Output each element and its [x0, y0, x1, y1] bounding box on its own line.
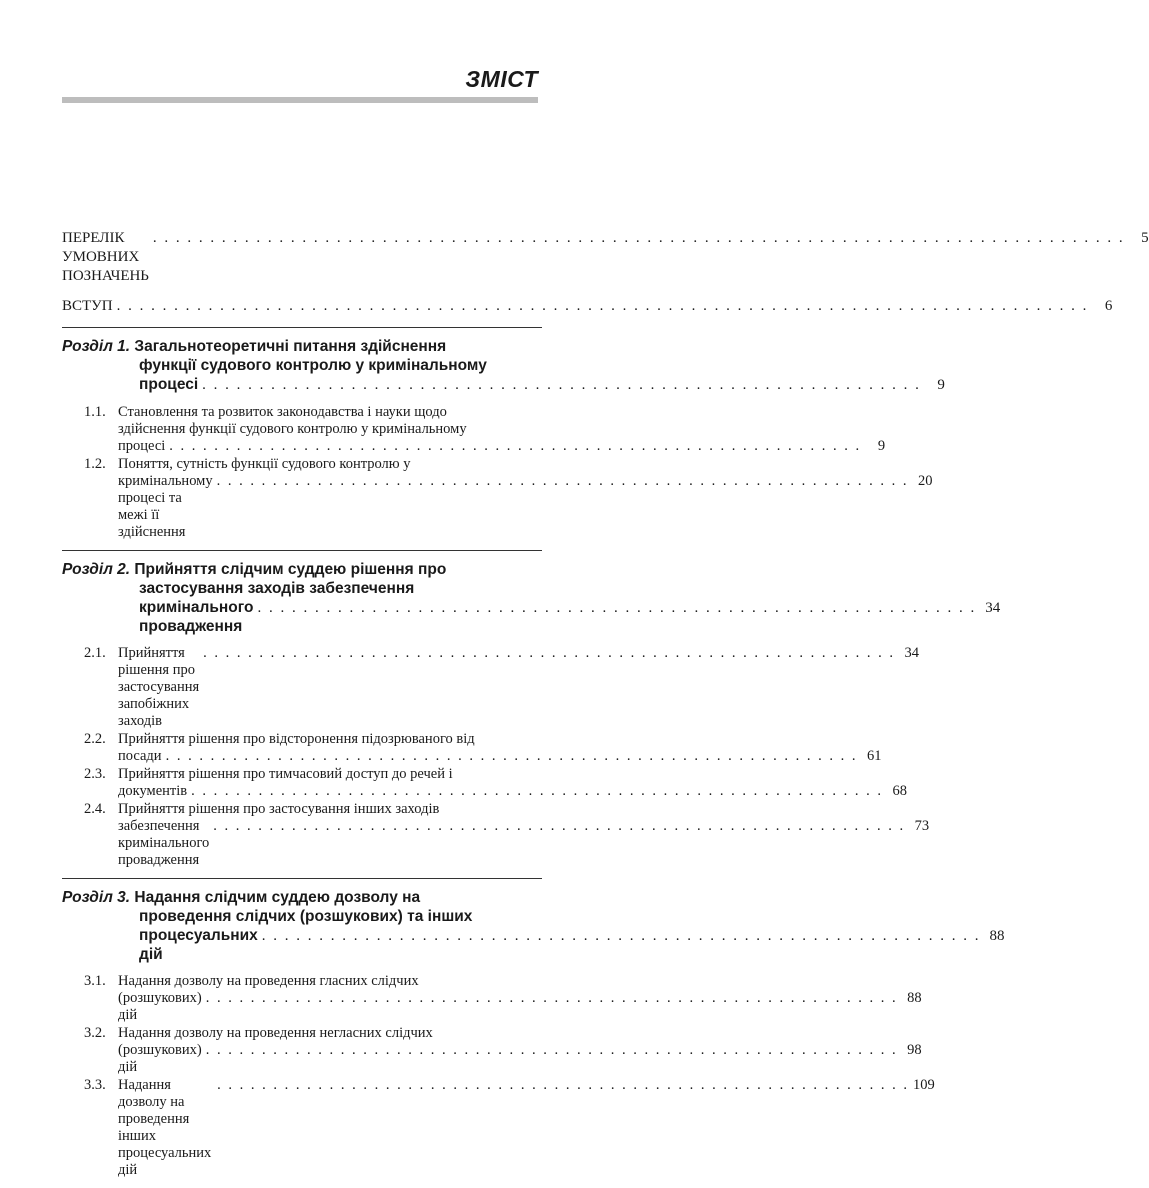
toc-subsections: [62, 404, 933, 541]
toc-page-number: 109: [912, 1077, 935, 1093]
subsection-number: 3.2.: [84, 1025, 106, 1041]
dot-leader: [166, 748, 858, 765]
dot-leader: [202, 376, 921, 395]
dot-leader: [169, 438, 861, 455]
subsection-title-last-line: [118, 438, 885, 455]
toc-page-number: 34: [985, 600, 1001, 616]
subsection-title-line: здійснення функції судового контролю у кримінальному: [118, 421, 467, 437]
toc-entry-label: ВСТУП: [62, 298, 113, 314]
dot-leader: [206, 990, 898, 1007]
toc-page-number: 34: [904, 645, 919, 661]
subsection-title-line: Прийняття рішення про тимчасовий доступ до речей і: [118, 766, 453, 782]
section-label: Розділ 3.: [62, 889, 131, 906]
subsection-number: 1.1.: [84, 404, 106, 420]
section-title-text: Надання слідчим суддею дозволу на: [134, 889, 421, 906]
subsection-body: [118, 801, 929, 869]
subsection-title-text: Надання дозволу на проведення інших процесуальних дій: [118, 1077, 212, 1178]
toc-entry-label: ПЕРЕЛІК УМОВНИХ ПОЗНАЧЕНЬ: [62, 230, 149, 284]
subsection-body: [118, 1077, 933, 1179]
section-title-line: [62, 337, 542, 356]
toc-section-heading[interactable]: [62, 888, 1005, 964]
dot-leader: [117, 297, 1089, 316]
dot-leader: [153, 229, 1125, 248]
toc-page-number: 68: [892, 783, 907, 799]
section-title-line: [62, 888, 542, 907]
toc-page-number: 5: [1141, 230, 1149, 246]
toc-page-number: 88: [989, 928, 1005, 944]
subsection-title-line: Надання дозволу на проведення гласних слідчих: [118, 973, 419, 989]
subsection-title-last-line: [118, 1042, 922, 1076]
toc-page-number: 88: [907, 990, 922, 1006]
toc-sections: [62, 327, 1005, 1179]
dot-leader: [257, 599, 976, 618]
subsection-number: 3.1.: [84, 973, 106, 989]
section-title-line: [62, 907, 542, 926]
toc-subsection-entry[interactable]: [62, 1077, 935, 1179]
toc-subsection-entry[interactable]: [62, 456, 933, 541]
toc-subsection-entry[interactable]: [62, 1025, 922, 1076]
toc-section-heading[interactable]: [62, 337, 945, 395]
subsection-title-text: посади: [118, 748, 162, 764]
section-title-text: процесуальних дій: [139, 927, 258, 963]
subsection-number: 3.3.: [84, 1077, 106, 1093]
subsection-title-text: документів: [118, 783, 188, 799]
toc-section-3: [62, 878, 1005, 1179]
subsection-body: [118, 766, 907, 800]
subsection-title-text: Прийняття рішення про застосування запобіжних заходів: [118, 645, 200, 729]
subsection-number: 2.1.: [84, 645, 106, 661]
subsection-title-last-line: [118, 473, 932, 541]
toc-page-number: 9: [877, 438, 886, 454]
subsection-body: [118, 973, 922, 1024]
toc-subsection-entry[interactable]: [62, 766, 907, 800]
section-title-text: Прийняття слідчим суддею рішення про: [134, 561, 447, 578]
subsection-number: 2.3.: [84, 766, 106, 782]
subsection-body: [118, 731, 881, 765]
subsection-body: [118, 404, 885, 455]
subsection-body: [118, 1025, 922, 1076]
subsection-title-line: Надання дозволу на проведення негласних слідчих: [118, 1025, 433, 1041]
subsection-title-line: Поняття, сутність функції судового контролю у: [118, 456, 411, 472]
subsection-title-last-line: [118, 645, 919, 730]
subsection-body: [118, 645, 919, 730]
subsection-title-line: Прийняття рішення про відсторонення підозрюваного від: [118, 731, 475, 747]
subsection-number: 1.2.: [84, 456, 106, 472]
dot-leader: [213, 818, 905, 835]
toc-subsections: [62, 645, 930, 869]
section-label: Розділ 2.: [62, 561, 131, 578]
toc-entry-abbreviations[interactable]: [62, 229, 1149, 286]
section-title-text: процесі: [139, 376, 199, 393]
dot-leader: [206, 1042, 898, 1059]
section-title-text: кримінального провадження: [139, 599, 254, 635]
dot-leader: [203, 645, 895, 662]
section-divider: [62, 550, 542, 551]
subsection-title-line: Прийняття рішення про застосування інших заходів: [118, 801, 440, 817]
subsection-title-text: забезпечення кримінального провадження: [118, 818, 210, 868]
toc-subsection-entry[interactable]: [62, 973, 922, 1024]
toc-section-2: [62, 550, 1001, 869]
section-title-text: проведення слідчих (розшукових) та інших: [139, 908, 473, 925]
subsection-title-last-line: [118, 818, 929, 869]
toc-subsection-entry[interactable]: [62, 731, 882, 765]
toc-page-number: 20: [917, 473, 933, 489]
subsection-title-last-line: [118, 1077, 933, 1179]
toc-subsection-entry[interactable]: [62, 645, 919, 730]
section-title-last-line: [62, 375, 945, 395]
table-of-contents: [62, 229, 1149, 1188]
toc-page-number: 9: [937, 377, 945, 393]
toc-page-number: 61: [866, 748, 882, 764]
subsection-title-last-line: [118, 783, 907, 800]
toc-section-1: [62, 327, 945, 541]
subsection-title-last-line: [118, 990, 922, 1024]
toc-page-number: 73: [914, 818, 930, 834]
section-title-line: [62, 356, 542, 375]
subsection-title-line: Становлення та розвиток законодавства і науки щодо: [118, 404, 447, 420]
dot-leader: [262, 927, 981, 946]
toc-subsection-entry[interactable]: [62, 801, 930, 869]
subsection-body: [118, 456, 932, 541]
toc-section-heading[interactable]: [62, 560, 1001, 636]
toc-subsections: [62, 973, 935, 1179]
dot-leader: [217, 1077, 909, 1094]
section-title-text: застосування заходів забезпечення: [139, 580, 415, 597]
header-rule: [62, 97, 538, 103]
section-title-line: [62, 560, 542, 579]
subsection-number: 2.4.: [84, 801, 106, 817]
section-divider: [62, 878, 542, 879]
dot-leader: [217, 473, 909, 490]
toc-subsection-entry[interactable]: [62, 404, 886, 455]
section-divider: [62, 327, 542, 328]
subsection-title-last-line: [118, 748, 881, 765]
toc-page-number: 6: [1104, 298, 1113, 314]
section-title-text: Загальнотеоретичні питання здійснення: [134, 338, 447, 355]
subsection-title-text: (розшукових) дій: [118, 990, 202, 1023]
section-label: Розділ 1.: [62, 338, 131, 355]
subsection-number: 2.2.: [84, 731, 106, 747]
section-title-text: функції судового контролю у кримінальному: [139, 357, 487, 374]
section-title-line: [62, 579, 542, 598]
subsection-title-text: процесі: [118, 438, 166, 454]
subsection-title-text: (розшукових) дій: [118, 1042, 202, 1075]
section-title-last-line: [62, 598, 1001, 636]
subsection-title-text: кримінальному процесі та межі її здійснення: [118, 473, 213, 540]
page-title: ЗМІСТ: [465, 66, 538, 92]
toc-entry-intro[interactable]: [62, 297, 1113, 316]
toc-page-number: 98: [907, 1042, 922, 1058]
section-title-last-line: [62, 926, 1005, 964]
dot-leader: [191, 783, 883, 800]
